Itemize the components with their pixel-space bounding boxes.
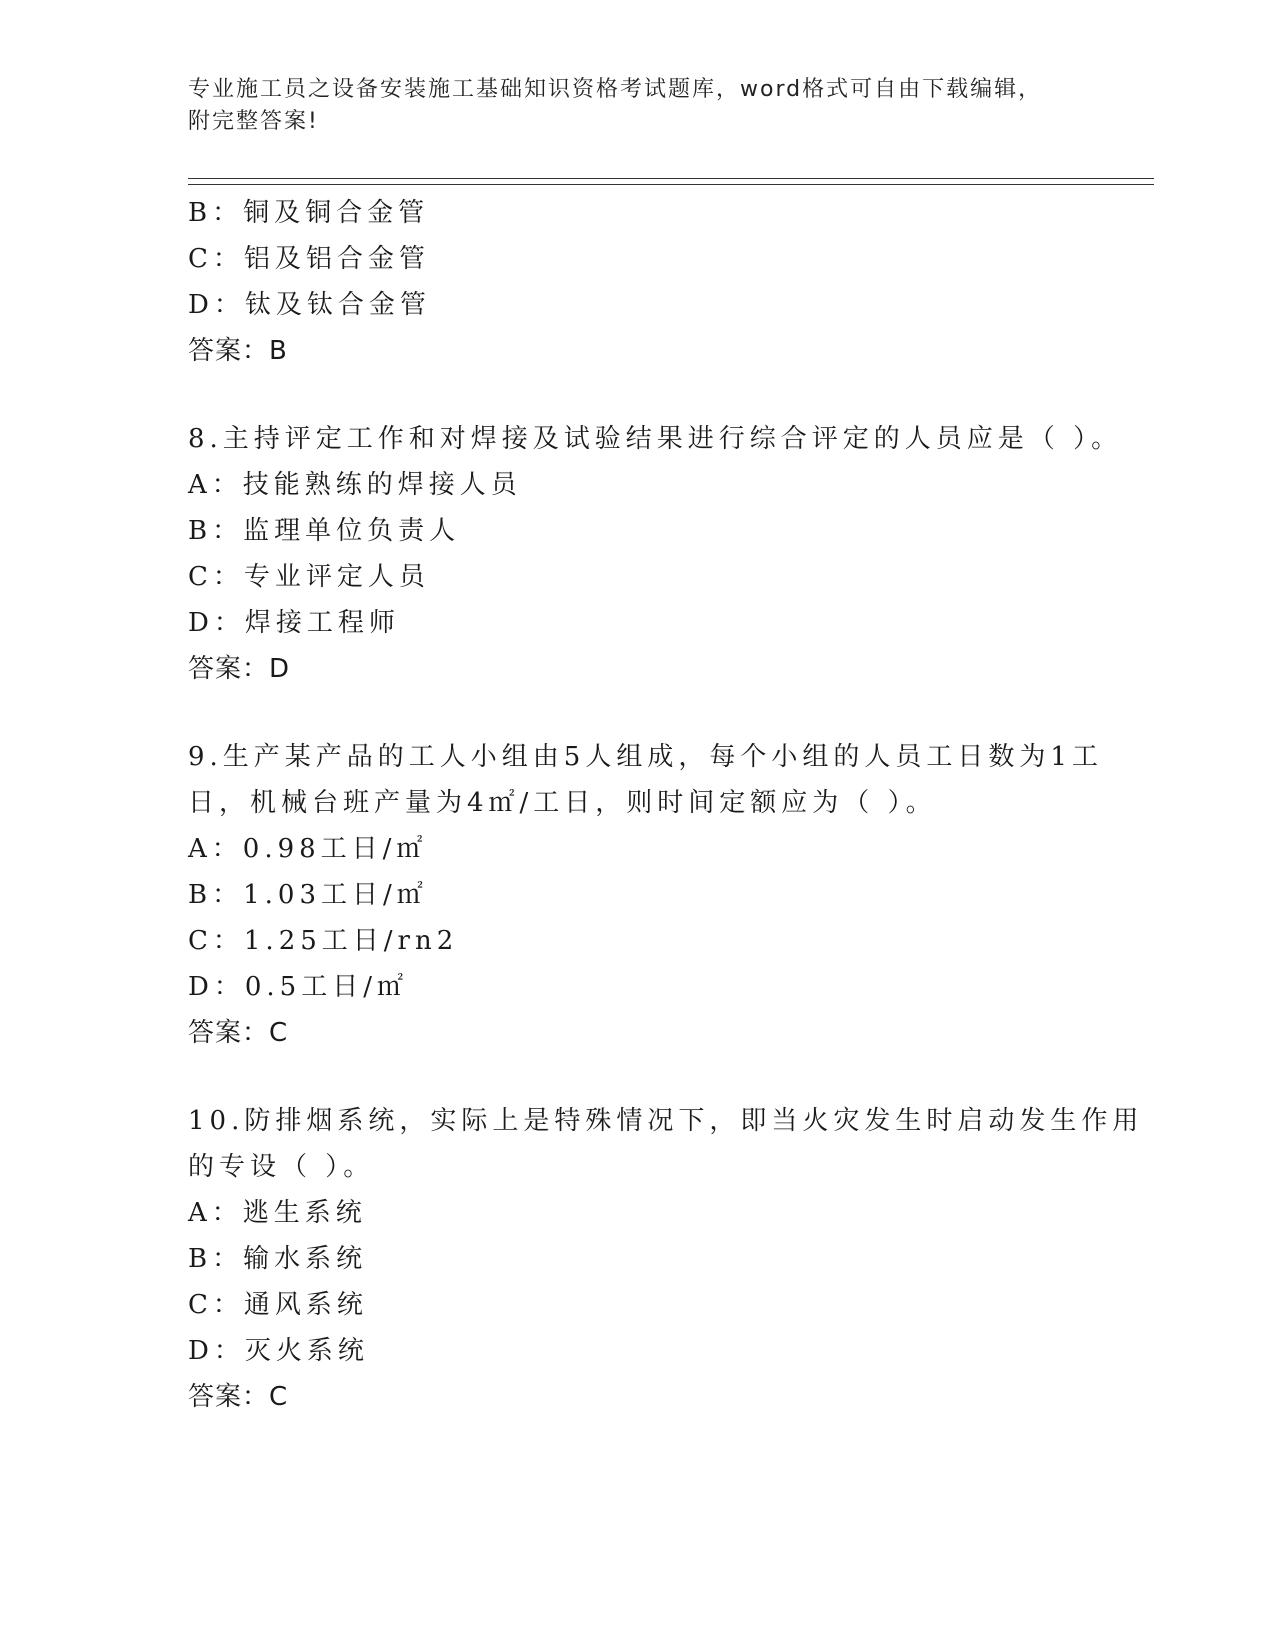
question-10 — [188, 1098, 1144, 1420]
header-divider — [188, 178, 1154, 185]
option-c: C：1.25工日/rn2 — [188, 926, 459, 956]
option-c: C：专业评定人员 — [188, 562, 430, 592]
question-9 — [188, 734, 1103, 1056]
option-b: B：1.03工日/㎡ — [188, 880, 428, 910]
question-stem-line-2: 日，机械台班产量为4㎡/工日，则时间定额应为（ ）。 — [188, 788, 937, 818]
option-b: B：铜及铜合金管 — [188, 198, 430, 228]
option-d: D：灭火系统 — [188, 1336, 369, 1366]
spacer — [188, 1056, 1088, 1098]
option-c: C：铝及铝合金管 — [188, 244, 430, 274]
answer-line: 答案：D — [188, 654, 291, 684]
option-b: B：监理单位负责人 — [188, 516, 461, 546]
question-stem-line-1: 9.生产某产品的工人小组由5人组成，每个小组的人员工日数为1工 — [188, 742, 1103, 772]
header-line-1: 专业施工员之设备安装施工基础知识资格考试题库，word格式可自由下载编辑， — [188, 77, 1043, 102]
question-stem: 8.主持评定工作和对焊接及试验结果进行综合评定的人员应是（ ）。 — [188, 424, 1123, 454]
option-d: D：钛及钛合金管 — [188, 290, 431, 320]
header-line-2: 附完整答案! — [188, 109, 319, 134]
option-a: A：0.98工日/㎡ — [188, 834, 428, 864]
spacer — [188, 374, 1088, 416]
spacer — [188, 692, 1088, 734]
question-7-continuation — [188, 190, 1088, 374]
option-d: D：0.5工日/㎡ — [188, 972, 408, 1002]
option-d: D：焊接工程师 — [188, 608, 400, 638]
question-8 — [188, 416, 1123, 692]
option-a: A：逃生系统 — [188, 1198, 367, 1228]
answer-line: 答案：B — [188, 336, 288, 366]
question-stem-line-2: 的专设（ ）。 — [188, 1152, 375, 1182]
answer-line: 答案：C — [188, 1018, 289, 1048]
question-list — [188, 190, 1144, 1420]
answer-line: 答案：C — [188, 1382, 289, 1412]
option-c: C：通风系统 — [188, 1290, 368, 1320]
document-header — [188, 74, 1068, 138]
option-a: A：技能熟练的焊接人员 — [188, 470, 522, 500]
option-b: B：输水系统 — [188, 1244, 368, 1274]
question-stem-line-1: 10.防排烟系统，实际上是特殊情况下，即当火灾发生时启动发生作用 — [188, 1106, 1144, 1136]
